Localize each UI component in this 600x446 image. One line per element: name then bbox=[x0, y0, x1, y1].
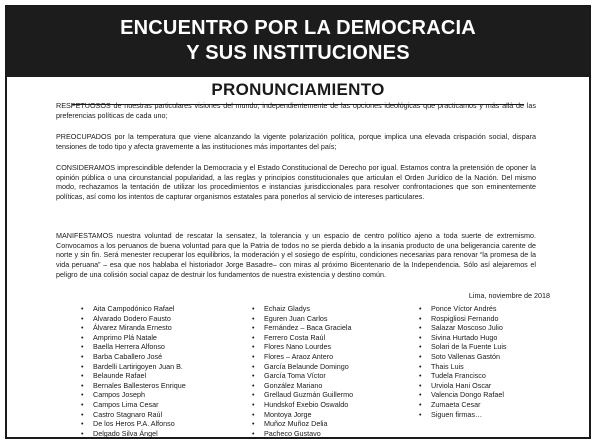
signatory-name: • Bardelli Lartirigoyen Juan B. bbox=[81, 362, 186, 372]
signatory-name: • Belaunde Rafael bbox=[81, 371, 186, 381]
signatory-name: • Alvarado Dodero Fausto bbox=[81, 314, 186, 324]
signatory-name: • Solari de la Fuente Luis bbox=[419, 342, 507, 352]
signatory-name: • Grellaud Guzmán Guillermo bbox=[252, 390, 353, 400]
signatory-name: • Campos Lima Cesar bbox=[81, 400, 186, 410]
title-line-2: Y SUS INSTITUCIONES bbox=[186, 42, 410, 64]
signatory-name: • Flores Nano Lourdes bbox=[252, 342, 353, 352]
date-line: Lima, noviembre de 2018 bbox=[468, 291, 550, 300]
signatory-name: • Sivina Hurtado Hugo bbox=[419, 333, 507, 343]
signatory-name: • Muñoz Muñoz Delia bbox=[252, 419, 353, 429]
signatory-name: • Amprimo Plá Natale bbox=[81, 333, 186, 343]
paragraph-manifestamos: MANIFESTAMOS nuestra voluntad de rescatar la sensatez, la tolerancia y un espacio de centro político ajeno a toda suerte de extremismo. Convocamos a los peruanos de buena voluntad para que la Patria de todos no se pierda debido a la insania producto de una beligerancia carente de norte y sin fin. Será menester recuperar los equilibrios, la moderación y el sosiego de espíritu, condiciones necesarias para renovar “la promesa de la vida peruana” – esa que nos hablaba el historiador Jorge Basadre– con miras al próximo Bicentenario de la Independencia. Sólo así alejaremos el peligro de una colisión social capaz de destruir los fundamentos de nuestra existencia y destino común. bbox=[56, 231, 536, 279]
signatory-name: • González Mariano bbox=[252, 381, 353, 391]
signatories-column-2 bbox=[252, 304, 353, 438]
signatory-name: • Rospigliosi Fernando bbox=[419, 314, 507, 324]
signatory-name: • Ponce Víctor Andrés bbox=[419, 304, 507, 314]
signatory-name: • Ferrero Costa Raúl bbox=[252, 333, 353, 343]
signatory-name: • García Toma Víctor bbox=[252, 371, 353, 381]
signatory-name: • Campos Joseph bbox=[81, 390, 186, 400]
paragraph-consideramos: CONSIDERAMOS imprescindible defender la Democracia y el Estado Constitucional de Derecho por igual. Estamos contra la pretensión de oponer la opinión pública o una circunstancial popularidad, a las reglas y principios constitucionales que articulan el Orden Jurídico de la Nación. Del mismo modo, rechazamos la tentación de utilizar los procedimientos e instancias jurisdiccionales para resolver confrontaciones que son eminentemente políticas, así como los intentos de capturar organismos estatales para ponerlos al servicio de intereses particulares. bbox=[56, 163, 536, 202]
signatory-name: • Álvarez Miranda Ernesto bbox=[81, 323, 186, 333]
paragraph-preocupados: PREOCUPADOS por la temperatura que viene alcanzando la vigente polarización política, porque implica una elevada crispación social, dispara tensiones de todo tipo y afecta gravemente a las instituciones más importantes del país; bbox=[56, 132, 536, 151]
signatory-name: • Thais Luis bbox=[419, 362, 507, 372]
signatory-name: • Aita Campodónico Rafael bbox=[81, 304, 186, 314]
signatory-name: • Bernales Ballesteros Enrique bbox=[81, 381, 186, 391]
signatory-name: • García Belaunde Domingo bbox=[252, 362, 353, 372]
paragraph-respetuosos: RESPETUOSOS de nuestras particulares visiones del mundo, independientemente de las opciones ideológicas que practicamos y más allá de las preferencias políticas de cada uno; bbox=[56, 101, 536, 120]
signatory-name: • Fernández – Baca Graciela bbox=[252, 323, 353, 333]
document-subtitle: PRONUNCIAMIENTO bbox=[211, 80, 385, 99]
signatory-name: • Delgado Silva Ángel bbox=[81, 429, 186, 439]
signatory-name: • Eguren Juan Carlos bbox=[252, 314, 353, 324]
signatory-name: • Pacheco Gustavo bbox=[252, 429, 353, 439]
signatory-name: • Soto Vallenas Gastón bbox=[419, 352, 507, 362]
title-line-1: ENCUENTRO POR LA DEMOCRACIA bbox=[120, 17, 476, 39]
signatory-name: • Baella Herrera Alfonso bbox=[81, 342, 186, 352]
signatory-name: • Barba Caballero José bbox=[81, 352, 186, 362]
signatory-name: • Salazar Moscoso Julio bbox=[419, 323, 507, 333]
signatory-name: • Flores – Araoz Antero bbox=[252, 352, 353, 362]
signatories-column-3 bbox=[419, 304, 507, 419]
signatory-name: • Valencia Dongo Rafael bbox=[419, 390, 507, 400]
signatory-name: • Hundskof Exebio Oswaldo bbox=[252, 400, 353, 410]
signatory-name: • De los Heros P.A. Alfonso bbox=[81, 419, 186, 429]
signatory-name: • Siguen firmas… bbox=[419, 410, 507, 420]
signatory-name: • Urviola Hani Oscar bbox=[419, 381, 507, 391]
signatory-name: • Castro Stagnaro Raúl bbox=[81, 410, 186, 420]
title-banner bbox=[7, 7, 589, 77]
signatory-name: • Tudela Francisco bbox=[419, 371, 507, 381]
signatory-name: • Zumaeta Cesar bbox=[419, 400, 507, 410]
signatory-name: • Echaiz Gladys bbox=[252, 304, 353, 314]
signatories-column-1 bbox=[81, 304, 186, 438]
signatory-name: • Montoya Jorge bbox=[252, 410, 353, 420]
